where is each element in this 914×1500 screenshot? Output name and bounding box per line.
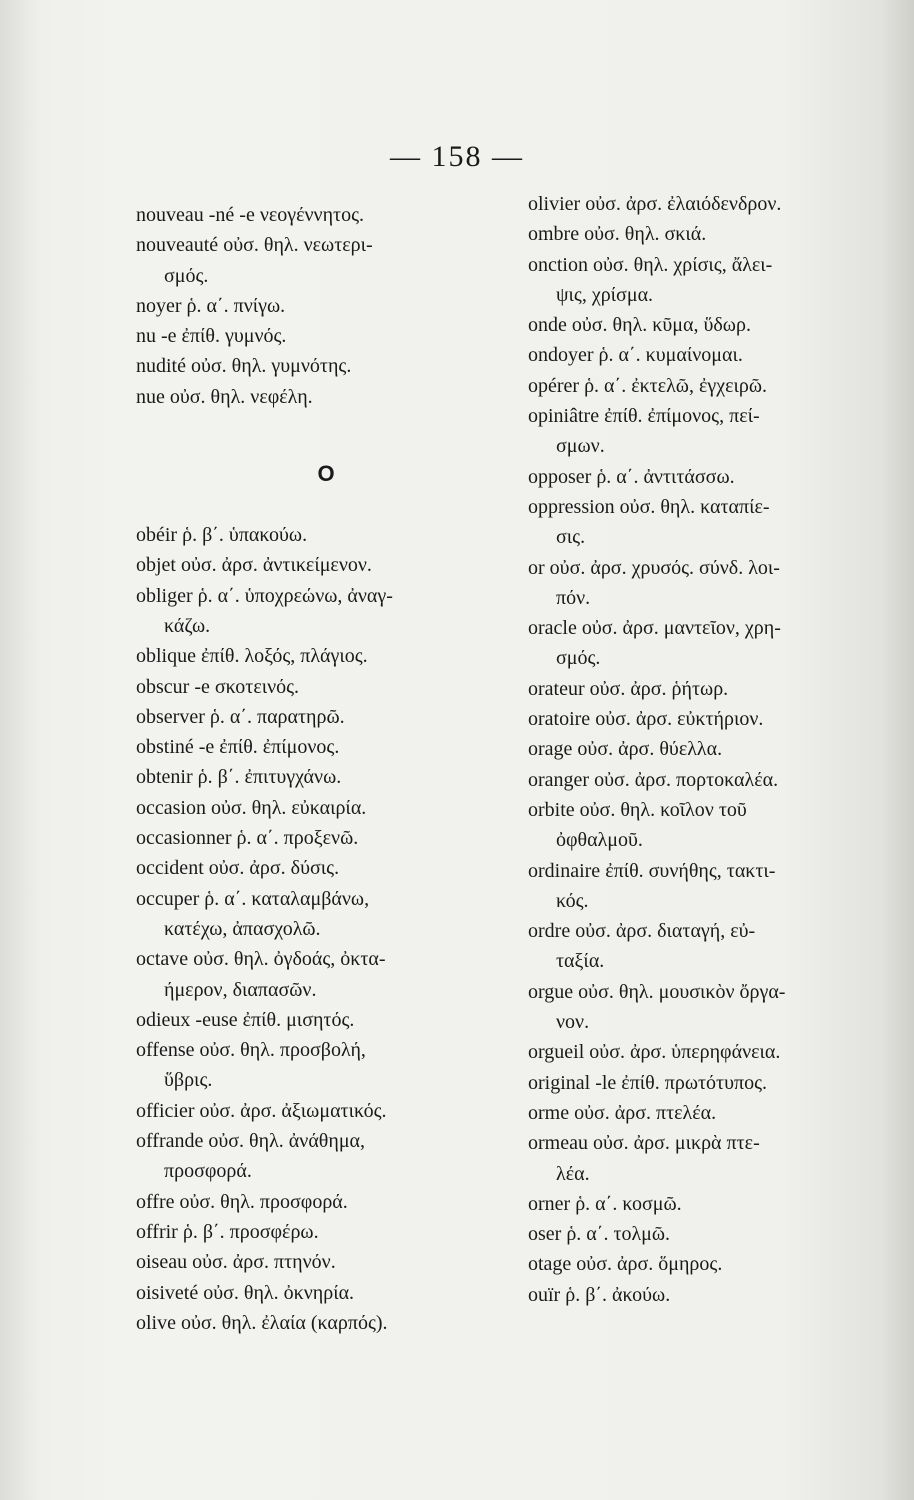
entry-headline: obstiné -e ἐπίθ. ἐπίμονος.: [136, 736, 340, 759]
entry-headline: orage οὐσ. ἀρσ. θύελλα.: [528, 738, 723, 761]
entry-headline: odieux -euse ἐπίθ. μισητός.: [136, 1008, 355, 1031]
entry-headline: ouïr ῥ. β΄. ἀκούω.: [528, 1283, 671, 1306]
dictionary-entry: [136, 672, 516, 702]
entry-headline: orner ῥ. α΄. κοσμῶ.: [528, 1192, 682, 1215]
entry-headline: oratoire οὐσ. ἀρσ. εὐκτήριον.: [528, 708, 764, 731]
entry-continuation: σμός.: [164, 264, 209, 287]
dictionary-entry: [136, 1308, 516, 1338]
entry-headline: ormeau οὐσ. ἀρσ. μικρὰ πτε-: [528, 1132, 760, 1155]
dictionary-entry: [528, 734, 898, 764]
dictionary-entry: [528, 189, 898, 219]
dictionary-entry: [136, 853, 516, 883]
entry-headline: orme οὐσ. ἀρσ. πτελέα.: [528, 1101, 717, 1124]
dictionary-entry: [528, 1249, 898, 1279]
entry-continuation: πόν.: [556, 586, 591, 609]
entry-headline: otage οὐσ. ἀρσ. ὅμηρος.: [528, 1253, 723, 1276]
entry-headline: obtenir ῥ. β΄. ἐπιτυγχάνω.: [136, 766, 342, 789]
page-number: — 158 —: [390, 140, 524, 173]
dictionary-entry: [528, 1189, 898, 1219]
section-letter-o: O: [317, 461, 335, 487]
entry-headline: ordinaire ἐπίθ. συνήθης, τακτι-: [528, 859, 776, 882]
entry-headline: obliger ῥ. α΄. ὑποχρεώνω, ἀναγ-: [136, 584, 393, 607]
dictionary-entry: [136, 793, 516, 823]
dictionary-entry: [136, 230, 516, 291]
dictionary-entry: [528, 219, 898, 249]
entry-headline: offre οὐσ. θηλ. προσφορά.: [136, 1190, 348, 1213]
dictionary-entry: [136, 944, 516, 1005]
dictionary-entry: [136, 1126, 516, 1187]
dictionary-entry: [528, 1128, 898, 1189]
entry-headline: orgue οὐσ. θηλ. μουσικὸν ὄργα-: [528, 980, 786, 1003]
dictionary-entry: [528, 340, 898, 370]
dictionary-entry: [136, 823, 516, 853]
entry-headline: occuper ῥ. α΄. καταλαμβάνω,: [136, 887, 370, 910]
right-column: [528, 189, 898, 1310]
dictionary-entry: [528, 462, 898, 492]
dictionary-entry: [528, 250, 898, 311]
entry-headline: occasionner ῥ. α΄. προξενῶ.: [136, 827, 359, 850]
entry-headline: orateur οὐσ. ἀρσ. ῥήτωρ.: [528, 677, 729, 700]
dictionary-entry: [136, 1247, 516, 1277]
entry-headline: oblique ἐπίθ. λοξός, πλάγιος.: [136, 645, 368, 668]
entry-continuation: προσφορά.: [164, 1160, 252, 1183]
entry-headline: orgueil οὐσ. ἀρσ. ὑπερηφάνεια.: [528, 1041, 781, 1064]
dictionary-entry: [528, 553, 898, 614]
entry-headline: oppression οὐσ. θηλ. καταπίε-: [528, 495, 770, 518]
entry-headline: opérer ῥ. α΄. ἐκτελῶ, ἐγχειρῶ.: [528, 374, 768, 397]
entry-headline: noyer ῥ. α΄. πνίγω.: [136, 294, 286, 317]
entry-headline: ordre οὐσ. ἀρσ. διαταγή, εὐ-: [528, 920, 756, 943]
entry-headline: ombre οὐσ. θηλ. σκιά.: [528, 223, 707, 246]
entry-headline: onde οὐσ. θηλ. κῦμα, ὕδωρ.: [528, 314, 751, 337]
entry-headline: nudité οὐσ. θηλ. γυμνότης.: [136, 355, 352, 378]
entry-headline: nouveau -né -e νεογέννητος.: [136, 204, 365, 226]
entry-headline: offense οὐσ. θηλ. προσβολή,: [136, 1039, 366, 1062]
dictionary-entry: [136, 641, 516, 671]
left-column: [136, 200, 516, 1338]
dictionary-entry: [528, 310, 898, 340]
dictionary-entry: [136, 884, 516, 945]
dictionary-entry: [136, 1096, 516, 1126]
dictionary-entry: [136, 321, 516, 351]
dictionary-entry: [136, 351, 516, 381]
dictionary-entry: [528, 371, 898, 401]
entry-headline: offrir ῥ. β΄. προσφέρω.: [136, 1220, 319, 1243]
dictionary-entry: [136, 1217, 516, 1247]
entry-headline: objet οὐσ. ἀρσ. ἀντικείμενον.: [136, 554, 372, 577]
dictionary-entry: [136, 762, 516, 792]
dictionary-entry: [528, 856, 898, 917]
entry-continuation: ὀφθαλμοῦ.: [556, 829, 643, 852]
entry-headline: olivier οὐσ. ἀρσ. ἐλαιόδενδρον.: [528, 193, 782, 215]
entry-headline: olive οὐσ. θηλ. ἐλαία (καρπός).: [136, 1311, 388, 1334]
dictionary-entry: [136, 200, 516, 230]
entry-headline: opiniâtre ἐπίθ. ἐπίμονος, πεί-: [528, 405, 760, 428]
dictionary-entry: [528, 1280, 898, 1310]
entry-continuation: νον.: [556, 1011, 590, 1034]
dictionary-entry: [528, 613, 898, 674]
dictionary-entry: [136, 732, 516, 762]
entry-continuation: λέα.: [556, 1162, 590, 1185]
dictionary-entry: [136, 702, 516, 732]
entry-headline: offrande οὐσ. θηλ. ἀνάθημα,: [136, 1130, 366, 1153]
dictionary-entry: [136, 1005, 516, 1035]
dictionary-entry: [136, 1278, 516, 1308]
entry-headline: onction οὐσ. θηλ. χρίσις, ἄλει-: [528, 253, 773, 276]
entry-headline: oracle οὐσ. ἀρσ. μαντεῖον, χρη-: [528, 617, 781, 640]
entry-continuation: σμός.: [556, 647, 601, 670]
entry-headline: occasion οὐσ. θηλ. εὐκαιρία.: [136, 796, 367, 819]
entry-headline: original -le ἐπίθ. πρωτότυπος.: [528, 1071, 767, 1094]
entry-headline: nue οὐσ. θηλ. νεφέλη.: [136, 385, 313, 408]
entry-continuation: ὕβρις.: [164, 1069, 213, 1092]
entry-continuation: κατέχω, ἀπασχολῶ.: [164, 917, 321, 940]
dictionary-entry: [528, 492, 898, 553]
entry-headline: obscur -e σκοτεινός.: [136, 675, 300, 698]
entry-headline: officier οὐσ. ἀρσ. ἀξιωματικός.: [136, 1099, 387, 1122]
dictionary-entry: [528, 401, 898, 462]
entry-continuation: σις.: [556, 526, 586, 549]
dictionary-entry: [136, 581, 516, 642]
right-o-entries: [528, 189, 898, 1310]
entry-headline: orbite οὐσ. θηλ. κοῖλον τοῦ: [528, 798, 747, 821]
dictionary-entry: [136, 291, 516, 321]
entry-headline: oranger οὐσ. ἀρσ. πορτοκαλέα.: [528, 768, 779, 791]
entry-continuation: κάζω.: [164, 614, 211, 637]
dictionary-entry: [528, 674, 898, 704]
entry-headline: nouveauté οὐσ. θηλ. νεωτερι-: [136, 234, 373, 257]
entry-continuation: σμων.: [556, 435, 605, 458]
entry-headline: oser ῥ. α΄. τολμῶ.: [528, 1223, 671, 1246]
dictionary-entry: [136, 1187, 516, 1217]
dictionary-entry: [528, 1219, 898, 1249]
entry-continuation: ήμερον, διαπασῶν.: [164, 978, 317, 1001]
dictionary-entry: [136, 382, 516, 412]
left-o-entries: [136, 520, 516, 1338]
dictionary-entry: [136, 550, 516, 580]
entry-headline: or οὐσ. ἀρσ. χρυσός. σύνδ. λοι-: [528, 556, 780, 579]
dictionary-entry: [528, 1098, 898, 1128]
dictionary-entry: [528, 916, 898, 977]
entry-headline: ondoyer ῥ. α΄. κυμαίνομαι.: [528, 344, 743, 367]
entry-continuation: ταξία.: [556, 950, 605, 973]
dictionary-entry: [528, 1068, 898, 1098]
entry-headline: nu -e ἐπίθ. γυμνός.: [136, 325, 287, 348]
dictionary-entry: [136, 520, 516, 550]
entry-headline: oiseau οὐσ. ἀρσ. πτηνόν.: [136, 1251, 336, 1274]
dictionary-entry: [528, 1037, 898, 1067]
entry-headline: occident οὐσ. ἀρσ. δύσις.: [136, 857, 340, 880]
entry-headline: obéir ῥ. β΄. ὑπακούω.: [136, 524, 308, 547]
entry-continuation: ψις, χρίσμα.: [556, 283, 654, 306]
entry-headline: octave οὐσ. θηλ. ὀγδοάς, ὀκτα-: [136, 948, 386, 971]
dictionary-entry: [528, 704, 898, 734]
dictionary-entry: [528, 795, 898, 856]
dictionary-entry: [528, 977, 898, 1038]
entry-headline: observer ῥ. α΄. παρατηρῶ.: [136, 705, 345, 728]
entry-continuation: κός.: [556, 889, 589, 912]
dictionary-entry: [528, 765, 898, 795]
entry-headline: oisiveté οὐσ. θηλ. ὀκνηρία.: [136, 1281, 355, 1304]
dictionary-entry: [136, 1035, 516, 1096]
entry-headline: opposer ῥ. α΄. ἀντιτάσσω.: [528, 465, 735, 488]
left-n-entries: [136, 200, 516, 412]
